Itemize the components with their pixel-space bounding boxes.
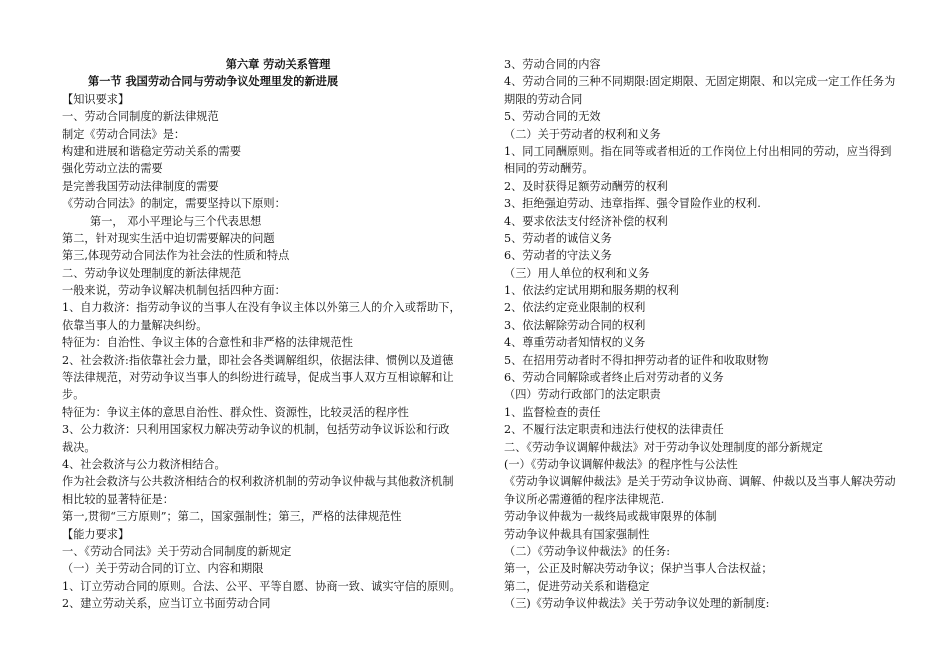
right-column-line: 6、劳动合同解除或者终止后对劳动者的义务 [504, 371, 724, 385]
left-column-line: 【能力要求】 [62, 527, 130, 541]
left-column-line: 第六章 劳动关系管理 [225, 58, 331, 71]
right-column-line: 5、劳动者的诚信义务 [504, 231, 612, 245]
left-column-line: 是完善我国劳动法律制度的需要 [62, 179, 219, 193]
right-column-line: 第一，公正及时解决劳动争议；保护当事人合法权益； [504, 562, 773, 576]
left-column-line: 步。 [62, 388, 85, 402]
right-column-line: 4、尊重劳动者知情权的义务 [504, 336, 646, 350]
left-column-line: 构建和进展和谐稳定劳动关系的需要 [62, 144, 242, 158]
left-column-line: 特征为：自治性、争议主体的合意性和非严格的法律规范性 [62, 336, 353, 350]
left-column-line: 《劳动合同法》的制定，需要坚持以下原则： [62, 197, 286, 211]
left-column-line: 第三,体现劳动合同法作为社会法的性质和特点 [62, 249, 290, 263]
right-column-line: 5、在招用劳动者时不得扣押劳动者的证件和收取财物 [504, 353, 769, 367]
right-column-line: 争议所必需遵循的程序法律规范. [504, 492, 665, 506]
right-column-line: 相同的劳动酬劳。 [504, 162, 594, 176]
left-column-line: 二、劳动争议处理制度的新法律规范 [62, 266, 242, 280]
left-column-line: 一、劳动合同制度的新法律规范 [62, 110, 219, 124]
left-column-line: 制定《劳动合同法》是： [62, 127, 186, 141]
right-column-line: 2、及时获得足额劳动酬劳的权利 [504, 179, 668, 193]
right-column-line: （四）劳动行政部门的法定职责 [504, 388, 661, 402]
left-column-line: 2、社会救济:指依靠社会力量，即社会各类调解组织，依据法律、惯例以及道德 [62, 353, 454, 367]
left-column-line: 一、《劳动合同法》关于劳动合同制度的新规定 [62, 544, 292, 558]
right-column [504, 56, 924, 613]
left-column-line: 第二，针对现实生活中迫切需要解决的问题 [62, 231, 275, 245]
right-column-line: 4、要求依法支付经济补偿的权利 [504, 214, 668, 228]
left-column-line: 第一， 邓小平理论与三个代表思想 [90, 214, 262, 228]
right-column-line: 3、劳动合同的内容 [504, 58, 601, 71]
left-column-line: 作为社会救济与公共救济相结合的权利救济机制的劳动争议仲裁与其他救济机制 [62, 475, 454, 489]
right-column-line: 2、不履行法定职责和违法行使权的法律责任 [504, 423, 724, 437]
right-column-line: 《劳动争议调解仲裁法》是关于劳动争议协商、调解、仲裁以及当事人解决劳动 [504, 475, 896, 489]
left-column-line: 第一节 我国劳动合同与劳动争议处理里发的新进展 [88, 75, 339, 89]
left-column-line: 一般来说，劳动争议解决机制包括四种方面： [62, 284, 286, 298]
right-column-line: （三）用人单位的权利和义务 [504, 266, 650, 280]
left-column-line: 3、公力救济：只利用国家权力解决劳动争议的机制，包括劳动争议诉讼和行政 [62, 423, 450, 437]
left-column-line: 强化劳动立法的需要 [62, 162, 163, 176]
right-column-line: 期限的劳动合同 [504, 92, 583, 106]
right-column-line: 6、劳动者的守法义务 [504, 249, 612, 263]
left-column-line: 相比较的显著特征是： [62, 492, 174, 506]
left-column-line: 【知识要求】 [62, 92, 130, 106]
right-column-line: 1、同工同酬原则。指在同等或者相近的工作岗位上付出相同的劳动，应当得到 [504, 144, 892, 158]
left-column-line: 依靠当事人的力量解决纠纷。 [62, 318, 208, 332]
left-column-line: 等法律规范，对劳动争议当事人的纠纷进行疏导，促成当事人双方互相谅解和让 [62, 371, 454, 385]
right-column-line: 1、监督检查的责任 [504, 405, 601, 419]
left-column-line: 裁决。 [62, 440, 96, 454]
right-column-line: 劳动争议仲裁具有国家强制性 [504, 527, 650, 541]
left-column-line: （一）关于劳动合同的订立、内容和期限 [62, 562, 264, 576]
right-column-line: 第二，促进劳动关系和谐稳定 [504, 579, 650, 593]
right-column-line: 劳动争议仲裁为一裁终局或裁审限界的体制 [504, 510, 717, 524]
right-column-line: (一）《劳动争议调解仲裁法》的程序性与公法性 [504, 457, 738, 471]
left-column-line: 4、社会救济与公力救济相结合。 [62, 457, 226, 471]
left-column-line: 特征为：争议主体的意思自治性、群众性、资源性，比较灵活的程序性 [62, 405, 409, 419]
right-column-line: （二）《劳动争议仲裁法》的任务: [504, 544, 670, 558]
right-column-line: （三)《劳动争议仲裁法》关于劳动争议处理的新制度: [504, 597, 770, 611]
right-column-line: 4、劳动合同的三种不同期限:固定期限、无固定期限、和以完成一定工作任务为 [504, 75, 896, 89]
right-column-line: 3、拒绝强迫劳动、违章指挥、强令冒险作业的权利. [504, 197, 761, 211]
right-column-line: （二）关于劳动者的权利和义务 [504, 127, 661, 141]
right-column-line: 二、《劳动争议调解仲裁法》对于劳动争议处理制度的部分新规定 [504, 440, 823, 454]
right-column-line: 3、依法解除劳动合同的权利 [504, 318, 646, 332]
left-column-line: 第一,贯彻“三方原则”；第二，国家强制性；第三，严格的法律规范性 [62, 510, 402, 524]
left-column-line: 2、建立劳动关系，应当订立书面劳动合同 [62, 597, 271, 611]
right-column-line: 5、劳动合同的无效 [504, 110, 601, 124]
left-column-line: 1、订立劳动合同的原则。合法、公平、平等自愿、协商一致、诚实守信的原则。 [62, 579, 461, 593]
right-column-line: 2、依法约定竞业限制的权利 [504, 301, 646, 315]
left-column [62, 56, 494, 613]
right-column-line: 1、依法约定试用期和服务期的权利 [504, 284, 679, 298]
left-column-line: 1、自力救济：指劳动争议的当事人在没有争议主体以外第三人的介入或帮助下， [62, 301, 461, 315]
